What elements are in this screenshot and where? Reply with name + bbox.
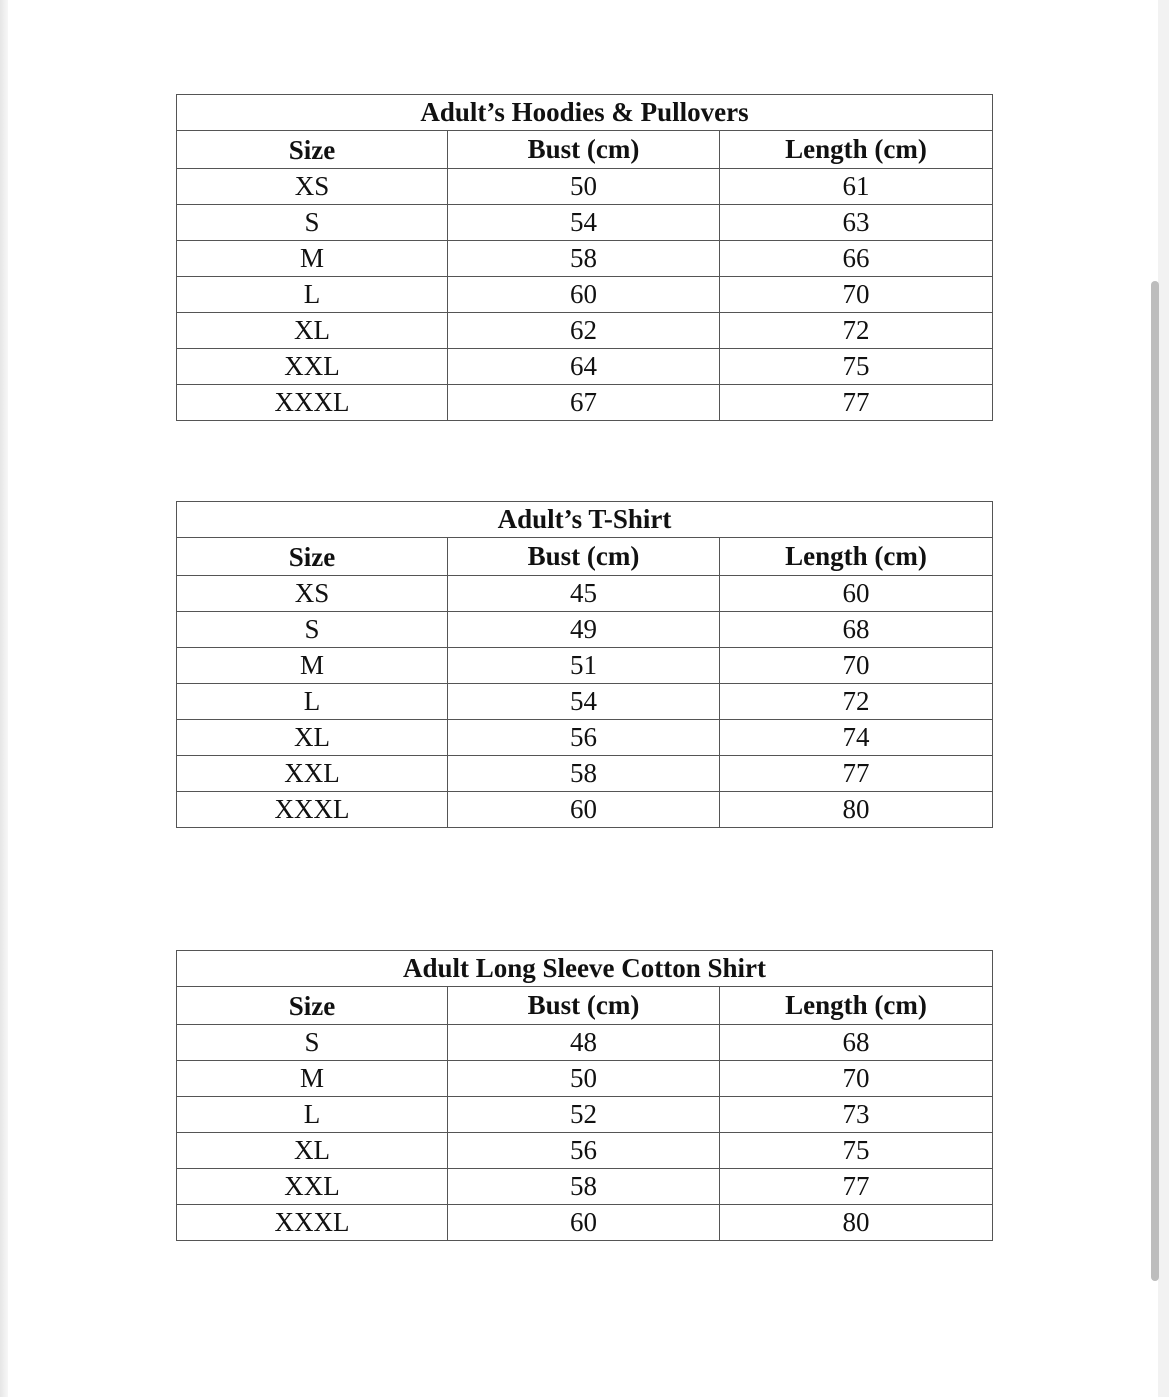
table-title: Adult’s T-Shirt [177,502,993,538]
cell-size: S [177,1025,448,1061]
cell-size: S [177,612,448,648]
cell-length: 77 [720,756,993,792]
table-row [177,720,993,756]
cell-length: 77 [720,385,993,421]
table-row [177,756,993,792]
table-row [177,648,993,684]
table-title-row [177,95,993,131]
cell-length: 80 [720,1205,993,1241]
cell-length: 75 [720,349,993,385]
cell-size: XL [177,1133,448,1169]
table-title: Adult’s Hoodies & Pullovers [177,95,993,131]
scroll-track[interactable] [1158,0,1169,1397]
table-row [177,349,993,385]
cell-size: XXL [177,1169,448,1205]
cell-length: 77 [720,1169,993,1205]
header-bust: Bust (cm) [448,987,720,1025]
cell-size: XXXL [177,1205,448,1241]
cell-length: 80 [720,792,993,828]
cell-bust: 52 [448,1097,720,1133]
page-left-edge [0,0,8,1397]
cell-size: M [177,1061,448,1097]
cell-size: XL [177,313,448,349]
cell-bust: 60 [448,792,720,828]
cell-bust: 48 [448,1025,720,1061]
table-row [177,1097,993,1133]
table-row [177,1133,993,1169]
table-row [177,792,993,828]
cell-bust: 50 [448,1061,720,1097]
cell-bust: 60 [448,277,720,313]
table-row [177,1061,993,1097]
cell-bust: 54 [448,205,720,241]
table-row [177,241,993,277]
cell-length: 61 [720,169,993,205]
cell-size: XS [177,169,448,205]
scrollbar-thumb[interactable] [1151,281,1159,1281]
cell-bust: 54 [448,684,720,720]
cell-length: 60 [720,576,993,612]
header-size: Size [177,131,448,169]
cell-length: 70 [720,277,993,313]
cell-bust: 56 [448,1133,720,1169]
table-row [177,277,993,313]
cell-bust: 50 [448,169,720,205]
cell-size: XS [177,576,448,612]
cell-bust: 58 [448,241,720,277]
cell-bust: 45 [448,576,720,612]
cell-bust: 51 [448,648,720,684]
table-row [177,576,993,612]
header-size: Size [177,987,448,1025]
cell-length: 72 [720,313,993,349]
cell-length: 68 [720,612,993,648]
cell-size: L [177,1097,448,1133]
cell-length: 72 [720,684,993,720]
cell-bust: 49 [448,612,720,648]
header-length: Length (cm) [720,538,993,576]
cell-length: 68 [720,1025,993,1061]
cell-size: M [177,241,448,277]
cell-size: XL [177,720,448,756]
table-header-row [177,131,993,169]
header-length: Length (cm) [720,987,993,1025]
size-table-hoodies [176,94,993,421]
cell-bust: 58 [448,756,720,792]
header-length: Length (cm) [720,131,993,169]
header-bust: Bust (cm) [448,538,720,576]
cell-bust: 60 [448,1205,720,1241]
table-header-row [177,538,993,576]
table-row [177,205,993,241]
table-row [177,169,993,205]
cell-length: 73 [720,1097,993,1133]
table-row [177,313,993,349]
cell-bust: 64 [448,349,720,385]
cell-bust: 56 [448,720,720,756]
cell-size: L [177,277,448,313]
table-row [177,684,993,720]
cell-length: 75 [720,1133,993,1169]
cell-length: 70 [720,648,993,684]
cell-size: M [177,648,448,684]
cell-bust: 58 [448,1169,720,1205]
size-table-tshirt [176,501,993,828]
header-bust: Bust (cm) [448,131,720,169]
table-title-row [177,502,993,538]
table-title: Adult Long Sleeve Cotton Shirt [177,951,993,987]
cell-length: 63 [720,205,993,241]
table-row [177,385,993,421]
cell-length: 70 [720,1061,993,1097]
cell-size: XXXL [177,792,448,828]
table-row [177,1205,993,1241]
table-row [177,612,993,648]
cell-size: XXXL [177,385,448,421]
cell-bust: 62 [448,313,720,349]
header-size: Size [177,538,448,576]
cell-length: 74 [720,720,993,756]
cell-length: 66 [720,241,993,277]
cell-bust: 67 [448,385,720,421]
table-header-row [177,987,993,1025]
cell-size: XXL [177,349,448,385]
size-table-long-sleeve [176,950,993,1241]
table-row [177,1169,993,1205]
table-title-row [177,951,993,987]
cell-size: L [177,684,448,720]
table-row [177,1025,993,1061]
cell-size: XXL [177,756,448,792]
cell-size: S [177,205,448,241]
